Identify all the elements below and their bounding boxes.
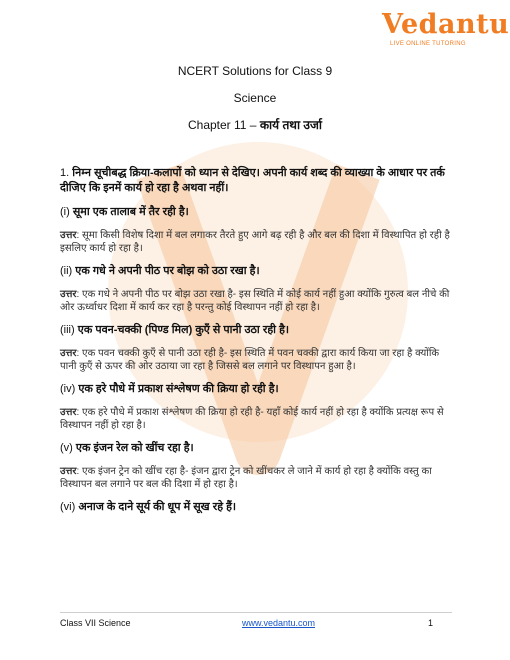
part-v [60, 441, 452, 456]
part-label: (v) [60, 442, 73, 454]
page-number: 1 [428, 618, 434, 628]
answer-i: उत्तर: सूमा किसी विशेष दिशा में बल लगाकर तैरते हुए आगे बढ़ रही है और बल की दिशा में विस्थापित हो रही है इसलिए कार्य हो रहा है। [60, 230, 450, 254]
solution-content [60, 166, 452, 524]
answer-label: उत्तर [60, 230, 77, 241]
chapter-title: कार्य तथा उर्जा [259, 118, 322, 132]
vedantu-logo [382, 9, 510, 54]
part-text: एक इंजन रेल को खींच रहा है। [75, 442, 194, 454]
answer-text: एक पवन चक्की कुएँ से पानी उठा रही है- इस स्थिति में पवन चक्की द्वारा कार्य किया जा रहा है क्योंकि पानी कुएँ से ऊपर की ओर उठाया जा रहा है जिससे बल लगाने पर विस्थापन हुआ है। [60, 348, 440, 372]
document-title: NCERT Solutions for Class 9 [177, 64, 333, 78]
part-text: एक गधे ने अपनी पीठ पर बोझ को उठा रखा है। [75, 265, 260, 277]
question-1 [60, 166, 452, 196]
logo-tagline: LIVE ONLINE TUTORING [390, 41, 466, 47]
part-label: (iv) [60, 383, 76, 395]
subject-label: Science [233, 91, 277, 105]
part-label: (ii) [60, 265, 73, 277]
answer-text: एक इंजन ट्रेन को खींच रहा है- इंजन द्वारा ट्रेन को खींचकर ले जाने में कार्य हो रहा है क्योंकि वस्तु का विस्थापन बल लगाने पर बल की दिशा में हो रहा है। [60, 466, 432, 490]
part-text: सूमा एक तालाब में तैर रही है। [72, 206, 189, 218]
part-text: एक हरे पौधे में प्रकाश संश्लेषण की क्रिया हो रही है। [78, 383, 279, 395]
answer-label: उत्तर [60, 348, 77, 359]
answer-label: उत्तर [60, 466, 77, 477]
part-label: (iii) [60, 324, 75, 336]
question-number: 1. [60, 167, 70, 179]
part-i [60, 205, 452, 220]
answer-text: एक गधे ने अपनी पीठ पर बोझ उठा रखा है- इस स्थिति में कोई कार्य नहीं हुआ क्योंकि गुरुत्व बल नीचे की ओर ऊर्ध्वाधर दिशा में कार्य कर रहा है परन्तु कोई विस्थापन नहीं हो रहा है। [60, 289, 450, 313]
footer-website-link[interactable]: www.vedantu.com [242, 618, 316, 628]
answer-label: उत्तर [60, 407, 77, 418]
part-ii [60, 264, 452, 279]
answer-ii: उत्तर: एक गधे ने अपनी पीठ पर बोझ उठा रखा है- इस स्थिति में कोई कार्य नहीं हुआ क्योंकि गुरुत्व बल नीचे की ओर ऊर्ध्वाधर दिशा में कार्य कर रहा है परन्तु कोई विस्थापन नहीं हो रहा है। [60, 289, 450, 313]
answer-v: उत्तर: एक इंजन ट्रेन को खींच रहा है- इंजन द्वारा ट्रेन को खींचकर ले जाने में कार्य हो रहा है क्योंकि वस्तु का विस्थापन बल लगाने पर बल की दिशा में हो रहा है। [60, 466, 432, 490]
footer-divider [60, 612, 452, 613]
question-text: निम्न सूचीबद्ध क्रिया-कलापों को ध्यान से देखिए। अपनी कार्य शब्द की व्याख्या के आधार पर तर्क दीजिए कि इनमें कार्य हो रहा है अथवा नहीं। [60, 167, 445, 194]
answer-text: एक हरे पौधे में प्रकाश संश्लेषण की क्रिया हो रही है- यहाँ कोई कार्य नहीं हो रहा है क्योंकि प्रत्यक्ष रूप से विस्थापन नहीं हो रहा है। [60, 407, 444, 431]
part-iii [60, 323, 452, 338]
part-iv [60, 382, 452, 397]
answer-iv: उत्तर: एक हरे पौधे में प्रकाश संश्लेषण की क्रिया हो रही है- यहाँ कोई कार्य नहीं हो रहा है क्योंकि प्रत्यक्ष रूप से विस्थापन नहीं हो रहा है। [60, 407, 444, 431]
chapter-number: Chapter 11 – [187, 118, 257, 132]
part-label: (vi) [60, 501, 76, 513]
part-text: एक पवन-चक्की (पिण्ड मिल) कुएँ से पानी उठा रही है। [77, 324, 290, 336]
footer-class-label: Class VII Science [60, 618, 131, 628]
answer-text: सूमा किसी विशेष दिशा में बल लगाकर तैरते हुए आगे बढ़ रही है और बल की दिशा में विस्थापित हो रही है इसलिए कार्य हो रहा है। [60, 230, 450, 254]
chapter-heading [0, 118, 510, 132]
part-text: अनाज के दाने सूर्य की धूप में सूख रहे हैं। [78, 501, 237, 513]
part-vi [60, 500, 452, 515]
part-label: (i) [60, 206, 70, 218]
page-footer [0, 618, 510, 632]
logo-wordmark: Vedantu [382, 9, 510, 40]
answer-label: उत्तर [60, 289, 77, 300]
answer-iii: उत्तर: एक पवन चक्की कुएँ से पानी उठा रही है- इस स्थिति में पवन चक्की द्वारा कार्य किया जा रहा है क्योंकि पानी कुएँ से ऊपर की ओर उठाया जा रहा है जिससे बल लगाने पर विस्थापन हुआ है। [60, 348, 440, 372]
